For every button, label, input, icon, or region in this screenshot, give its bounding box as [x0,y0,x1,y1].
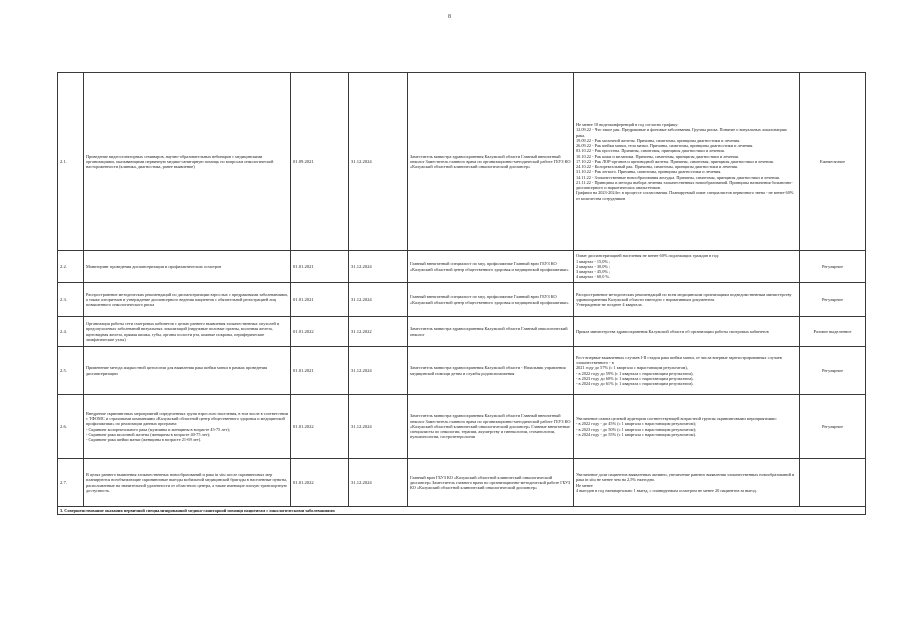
table-row [58,317,866,347]
activity-cell: Мониторинг проведения диспансеризации и профилактических осмотров [84,251,291,283]
table-row [58,283,866,317]
end-date: 31.12.2024 [349,283,408,317]
indicator-cell-line: 26.09.22 - Рак шейки матки, тела матки. Причины, симптомы, принципы диагностики и лечения. [576,143,754,149]
end-date: 31.12.2024 [349,347,408,395]
indicator-cell-line: 03.10.22 - Рак простаты. Причины, симптомы, принципы диагностики и лечения. [576,148,725,154]
end-date: 31.12.2024 [349,459,408,507]
end-date: 31.12.2024 [349,251,408,283]
row-number: 2.1. [58,73,84,251]
activity-cell: В целях раннего выявления злокачественных новообразований и рака in situ после скрининговых мер планируются всеобъемлющие скрининговые выезды мобильной медицинской бригады в населенные пункты, расположенные на значительной удаленности от областного центра, а также имеющие плохую транспортную доступность. [84,459,291,507]
start-date: 01.09.2021 [291,73,349,251]
section-footer: 3. Совершенствование оказания первичной специализированной медико-санитарной помощи пациентам с онкологическими заболеваниями [58,507,866,515]
row-number: 2.3. [58,283,84,317]
indicator-cell-line: 10.10.22 - Рак кожи и меланома. Причины, симптомы, принципы диагностики и лечения. [576,153,739,159]
responsible-cell: Главный внештатный специалист по мед. профилактике Главный врач ГБУЗ КО «Калужский областной центр общественного здоровья и медицинской профилактики» [408,283,574,317]
indicator-cell-line: 14.11.22 - Злокачественные новообразования желудка. Причины, симптомы, принципы диагностики и лечения. [576,174,780,180]
start-date: 01.01.2021 [291,251,349,283]
indicator-cell-line: Не менее 10 видеоконференций в год согласно графику: [576,122,679,128]
periodicity-cell: Регулярное [800,283,866,317]
indicator-cell-line: Приказ министерства здравоохранения Калужской области об организации работы смотровых кабинетов [576,328,769,334]
indicator-cell-line: Охват диспансеризацией населения не менее 60% подлежащих граждан в год: [576,253,720,259]
periodicity-cell: Ежемесячное [800,73,866,251]
table-row [58,347,866,395]
responsible-cell: Главный внештатный специалист по мед. профилактике Главный врач ГБУЗ КО «Калужский областной центр общественного здоровья и медицинской профилактики» [408,251,574,283]
activity-cell-line: - Скрининг колоректального рака (мужчины и женщины в возрасте 45-75 лет); [86,426,230,432]
indicator-cell [574,283,800,317]
indicator-cell-line: - в 2022 году до 59% (с 1 квартала с нарастающим результатом), [576,370,694,376]
activity-cell: Применение метода жидкостной цитологии для выявления рака шейки матки в рамках проведения диспансеризации [84,347,291,395]
indicator-cell-line: - в 2023 году до 60% (с 1 квартала с нарастающим результатом), [576,375,694,381]
start-date: 01.01.2022 [291,459,349,507]
indicator-cell-line: 31.10.22 - Рак легкого. Причины, симптомы, принципы диагностики и лечения. [576,169,722,175]
row-number: 2.5. [58,347,84,395]
table-row [58,251,866,283]
activity-cell-line: Внедрение скрининговых мероприятий определенных групп взрослого населения, в том числе в соответствии с ТФОМС и страховыми компаниями «Калужский областной центр общественного здоровья и медицинской профилактики» по реализации данных программ: [86,410,289,427]
row-number: 2.6. [58,395,84,459]
indicator-cell-line: Утверждение не позднее 4 квартала. [576,302,643,308]
end-date: 31.12.2022 [349,317,408,347]
indicator-cell-line: - в 2024 году - до 55% (с 1 квартала с нарастающим результатом). [576,431,696,437]
table-row [58,73,866,251]
row-number: 2.7. [58,459,84,507]
table-body [58,73,866,515]
start-date: 01.01.2021 [291,283,349,317]
indicator-cell-line: Рост впервые выявленных случаев I-II стадии рака шейки матки, от числа впервые зарегистрированных случаев злокачественного - в [576,354,782,366]
responsible-cell: Заместитель министра здравоохранения Калужской области Главный внештатный онколог Заместитель главного врача по организационно-методической работе ГБУЗ КО «Калужский областной клинический онкологический диспансер» Главные внештатные специалисты по онкологии, терапии, акушерству и гинекологии, стоматологии, пульмонологии, гастроэнтерологии [408,395,574,459]
indicator-cell-line: - в 2022 году - до 45% (с 1 квартала с нарастающим результатом); [576,421,697,427]
responsible-cell: Заместитель министра здравоохранения Калужской области - Начальник управления медицинской помощи детям и службы родовспоможения [408,347,574,395]
row-number: 2.4. [58,317,84,347]
start-date: 01.01.2022 [291,395,349,459]
end-date: 31.12.2024 [349,73,408,251]
start-date: 01.01.2022 [291,317,349,347]
activity-cell-line: - Скрининг рака молочной железы (женщины в возрасте 40-75 лет); [86,431,211,437]
indicator-cell-line: Распространение методических рекомендаций по всем медицинским организациям подведомственным министерству здравоохранения Калужской области ежегодно с нормативным документом. [576,291,792,302]
indicator-cell-line: 4 квартал - 60,0 %. [576,274,611,280]
indicator-cell [574,347,800,395]
periodicity-cell [800,459,866,507]
indicator-cell-line: 24.10.22 - Колоректальный рак. Причины, симптомы, принципы диагностики и лечения. [576,164,738,170]
activity-cell: Проведение видеоселекторных семинаров, научно-образовательных вебинаров с медицинскими организациями, оказывающими первичную медико-санитарную помощь по вопросам онкологической настороженности (клиника, диагностика, ранее выявление) [84,73,291,251]
indicator-cell [574,395,800,459]
indicator-cell-line: Графики на 2023-2024гг. в процессе согласования. Планируемый охват специалистов первичного звена - не менее 60% от количества сотрудников [576,190,794,201]
indicator-cell-line: 2 квартал - 30,0% ; [576,263,611,269]
responsible-cell: Главный врач ГБУЗ КО «Калужский областной клинический онкологический диспансер» Заместитель главного врача по организационно-методической работе ГБУЗ КО «Калужский областной клинический онкологический диспансер» [408,459,574,507]
responsible-cell: Заместитель министра здравоохранения Калужской области Главный внештатный онколог Заместитель главного врача по организационно-методической работе ГБУЗ КО «Калужский областной клинический онкологический диспансер» [408,73,574,251]
indicator-cell [574,459,800,507]
indicator-cell-line: 2021 году до 57% (с 1 квартала с нарастающим результатом), [576,365,688,371]
measures-table [57,72,866,515]
indicator-cell-line: 4 выездов в год ежеквартально 1 выезд, с планируемым осмотром не менее 20 пациентов за выезд. [576,487,757,493]
responsible-cell: Заместитель министра здравоохранения Калужской области Главный онкологический онколог [408,317,574,347]
page-number: 8 [448,14,451,20]
start-date: 01.01.2021 [291,347,349,395]
indicator-cell-line: - в 2023 году - до 50% (с 1 квартала с нарастающим результатом); [576,426,697,432]
activity-cell-line: - Скрининг рака шейки матки (женщины в возрасте 21-69 лет). [86,436,202,442]
indicator-cell-line: 3 квартал - 45,0% ; [576,269,611,275]
end-date: 31.12.2024 [349,395,408,459]
indicator-cell-line: 12.09.22 - Что такое рак. Предраковые и фоновые заболевания. Группы риска. Понятие о визуальных локализациях рака. [576,127,787,138]
indicator-cell-line: Не менее [576,482,593,488]
indicator-cell-line: Увеличение охвата целевой аудитории соответствующей возрастной группы скрининговыми мероприятиями: [576,416,777,422]
indicator-cell-line: 1 квартал - 15,0% ; [576,258,611,264]
row-number: 2.2. [58,251,84,283]
periodicity-cell: Регулярное [800,395,866,459]
table-row [58,395,866,459]
indicator-cell-line: 17.10.22 - Рак ЛОР-органов и щитовидной железы. Причины, симптомы, принципы диагностики и лечения. [576,158,774,164]
activity-cell: Организация работы сети смотровых кабинетов с целью раннего выявления злокачественных опухолей и предопухолевых заболеваний визуальных локализаций (наружные половые органы, молочная железа, щитовидная железа, прямая кишка, губы, органы полости рта, кожные покровы, периферические лимфатические узлы) [84,317,291,347]
indicator-cell-line: 21.11.22 - Принципы и методы выбора лечения злокачественных новообразований. Принципы назначения больнично-диспансерного и наркотических анальгетиков. [576,179,793,191]
indicator-cell-line: - в 2024 году до 61% (с 1 квартала с нарастающим результатом). [576,380,694,386]
indicator-cell [574,73,800,251]
periodicity-cell: Регулярное [800,251,866,283]
indicator-cell [574,317,800,347]
section-footer-row [58,507,866,515]
indicator-cell [574,251,800,283]
indicator-cell-line: 19.09.22 - Рак молочной железы. Причины, симптомы, принципы диагностики и лечения. [576,137,741,143]
activity-cell: Распространение методических рекомендаций по диспансеризации взрослых с предраковыми заболеваниями, а также алгоритмов и утверждение диспансерного ведения пациентов с обязательной регистрацией лиц повышенного онкологического риска [84,283,291,317]
table-row [58,459,866,507]
periodicity-cell: Регулярное [800,347,866,395]
indicator-cell-line: Увеличение доли пациентов выявленных активно, увеличение раннего выявления злокачественных новообразований и рака in situ не менее чем на 2,5% ежегодно. [576,472,795,483]
activity-cell [84,395,291,459]
periodicity-cell: Разовое выделенное [800,317,866,347]
